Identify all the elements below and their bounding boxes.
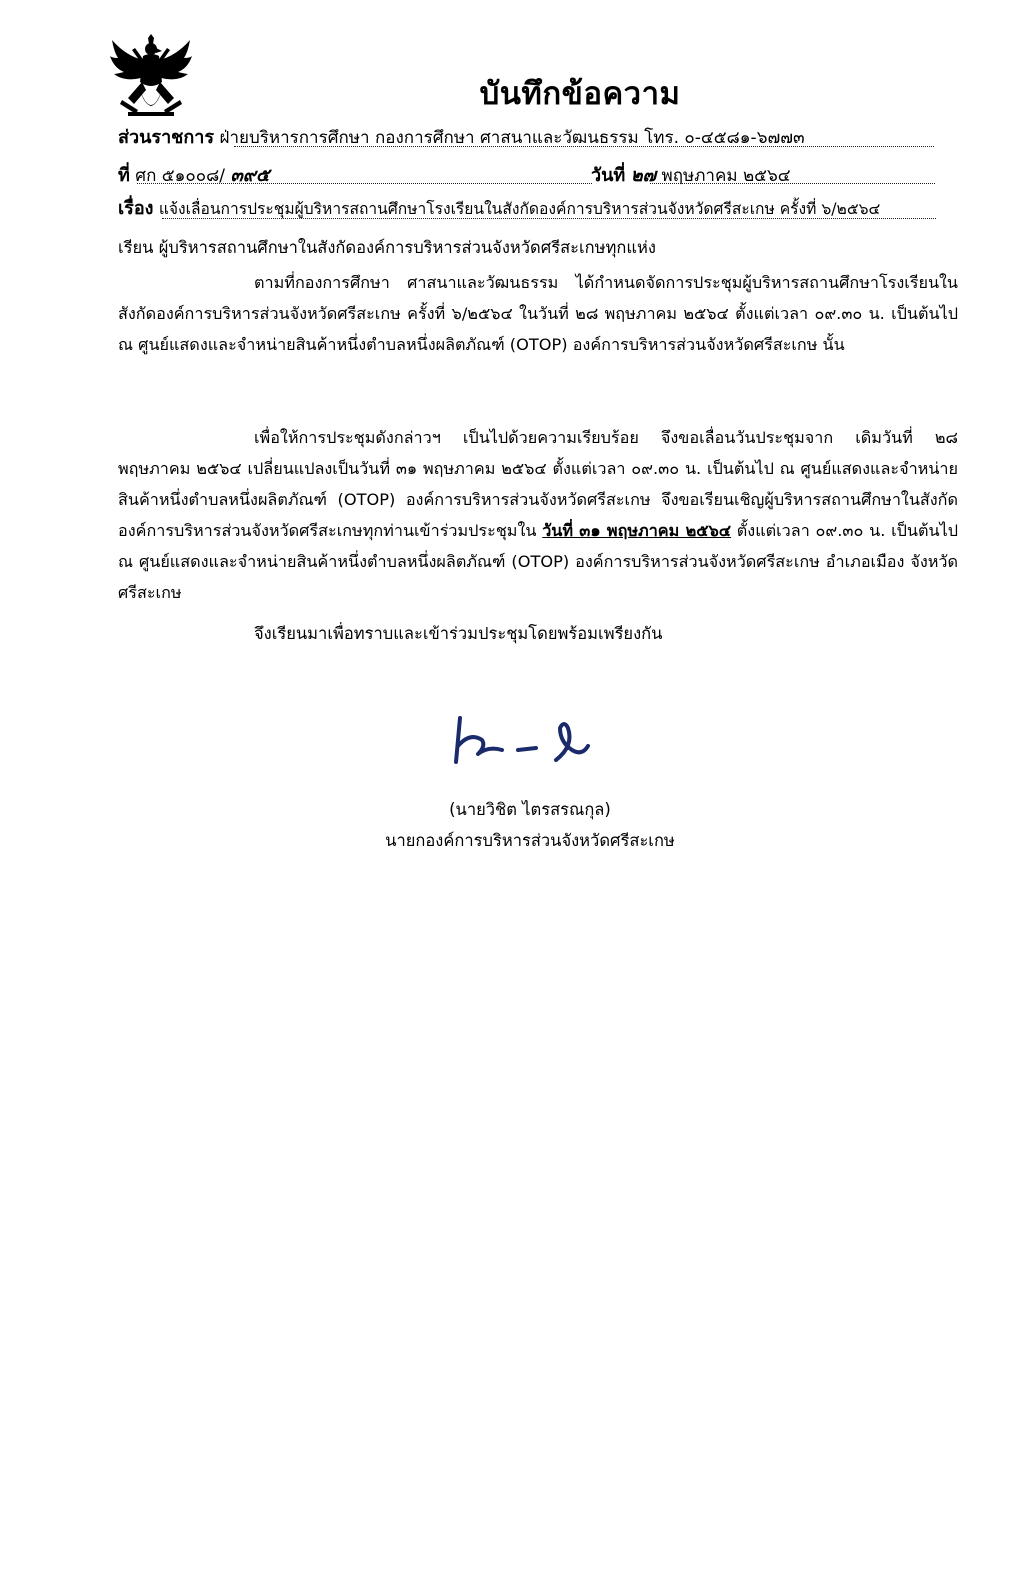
signatory-name: (นายวิชิต ไตรสรณกุล) <box>449 800 611 819</box>
paragraph-2-text: เพื่อให้การประชุมดังกล่าวฯ เป็นไปด้วยความเรียบร้อย จึงขอเลื่อนวันประชุมจาก เดิมวันที่ ๒๘ พฤษภาคม ๒๕๖๔ เปลี่ยนแปลงเป็นวันที่ ๓๑ พฤษภาคม ๒๕๖๔ ตั้งแต่เวลา ๐๙.๓๐ น. เป็นต้นไป ณ ศูนย์แสดงและจำหน่ายสินค้าหนึ่งตำบลหนึ่งผลิตภัณฑ์ (OTOP) องค์การบริหารส่วนจังหวัดศรีสะเกษ จึงขอเรียนเชิญผู้บริหารสถานศึกษาในสังกัดองค์การบริหารส่วนจังหวัดศรีสะเกษทุกท่านเข้าร่วมประชุมใน <box>118 428 958 540</box>
handwritten-signature <box>448 706 598 776</box>
agency-value: ฝ่ายบริหารการศึกษา กองการศึกษา ศาสนาและวัฒนธรรม โทร. ๐-๔๕๘๑-๖๗๗๓ <box>219 128 805 148</box>
agency-dotted-line <box>234 146 934 147</box>
reference-label: ที่ <box>118 165 130 186</box>
agency-label: ส่วนราชการ <box>118 127 215 148</box>
reference-dotted-line <box>137 183 592 184</box>
meeting-date-emphasis: วันที่ ๓๑ พฤษภาคม ๒๕๖๔ <box>542 521 732 540</box>
date-month-year: พฤษภาคม ๒๕๖๔ <box>661 166 791 186</box>
reference-number-handwritten: ๓๙๕ <box>230 165 270 186</box>
document-title: บันทึกข้อความ <box>479 76 681 112</box>
subject-label: เรื่อง <box>118 198 154 219</box>
date-dotted-line <box>650 183 935 184</box>
paragraph-1: ตามที่กองการศึกษา ศาสนาและวัฒนธรรม ได้กำหนดจัดการประชุมผู้บริหารสถานศึกษาโรงเรียนในสังกัดองค์การบริหารส่วนจังหวัดศรีสะเกษ ครั้งที่ ๖/๒๕๖๔ ในวันที่ ๒๘ พฤษภาคม ๒๕๖๔ ตั้งแต่เวลา ๐๙.๓๐ น. เป็นต้นไป ณ ศูนย์แสดงและจำหน่ายสินค้าหนึ่งตำบลหนึ่งผลิตภัณฑ์ (OTOP) องค์การบริหารส่วนจังหวัดศรีสะเกษ นั้น <box>118 273 958 354</box>
salutation: เรียน ผู้บริหารสถานศึกษาในสังกัดองค์การบริหารส่วนจังหวัดศรีสะเกษทุกแห่ง <box>118 238 656 257</box>
signatory-position: นายกองค์การบริหารส่วนจังหวัดศรีสะเกษ <box>385 831 675 850</box>
date-field <box>591 160 791 189</box>
reference-prefix: ศก ๕๑๐๐๘/ <box>135 166 226 186</box>
closing-sentence: จึงเรียนมาเพื่อทราบและเข้าร่วมประชุมโดยพร้อมเพรียงกัน <box>254 624 663 643</box>
reference-row <box>118 160 791 189</box>
date-label: วันที่ <box>591 165 626 186</box>
subject-dotted-line <box>162 218 936 219</box>
subject-value: แจ้งเลื่อนการประชุมผู้บริหารสถานศึกษาโรงเรียนในสังกัดองค์การบริหารส่วนจังหวัดศรีสะเกษ ครั้งที่ ๖/๒๕๖๔ <box>158 200 881 218</box>
paragraph-2 <box>118 422 958 608</box>
date-day-handwritten: ๒๗ <box>630 165 657 186</box>
paragraph-2-text-end: ตั้งแต่เวลา ๐๙.๓๐ น. เป็นต้นไป ณ ศูนย์แสดงและจำหน่ายสินค้าหนึ่งตำบลหนึ่งผลิตภัณฑ์ (OTOP) องค์การบริหารส่วนจังหวัดศรีสะเกษ อำเภอเมือง จังหวัดศรีสะเกษ <box>118 521 958 602</box>
